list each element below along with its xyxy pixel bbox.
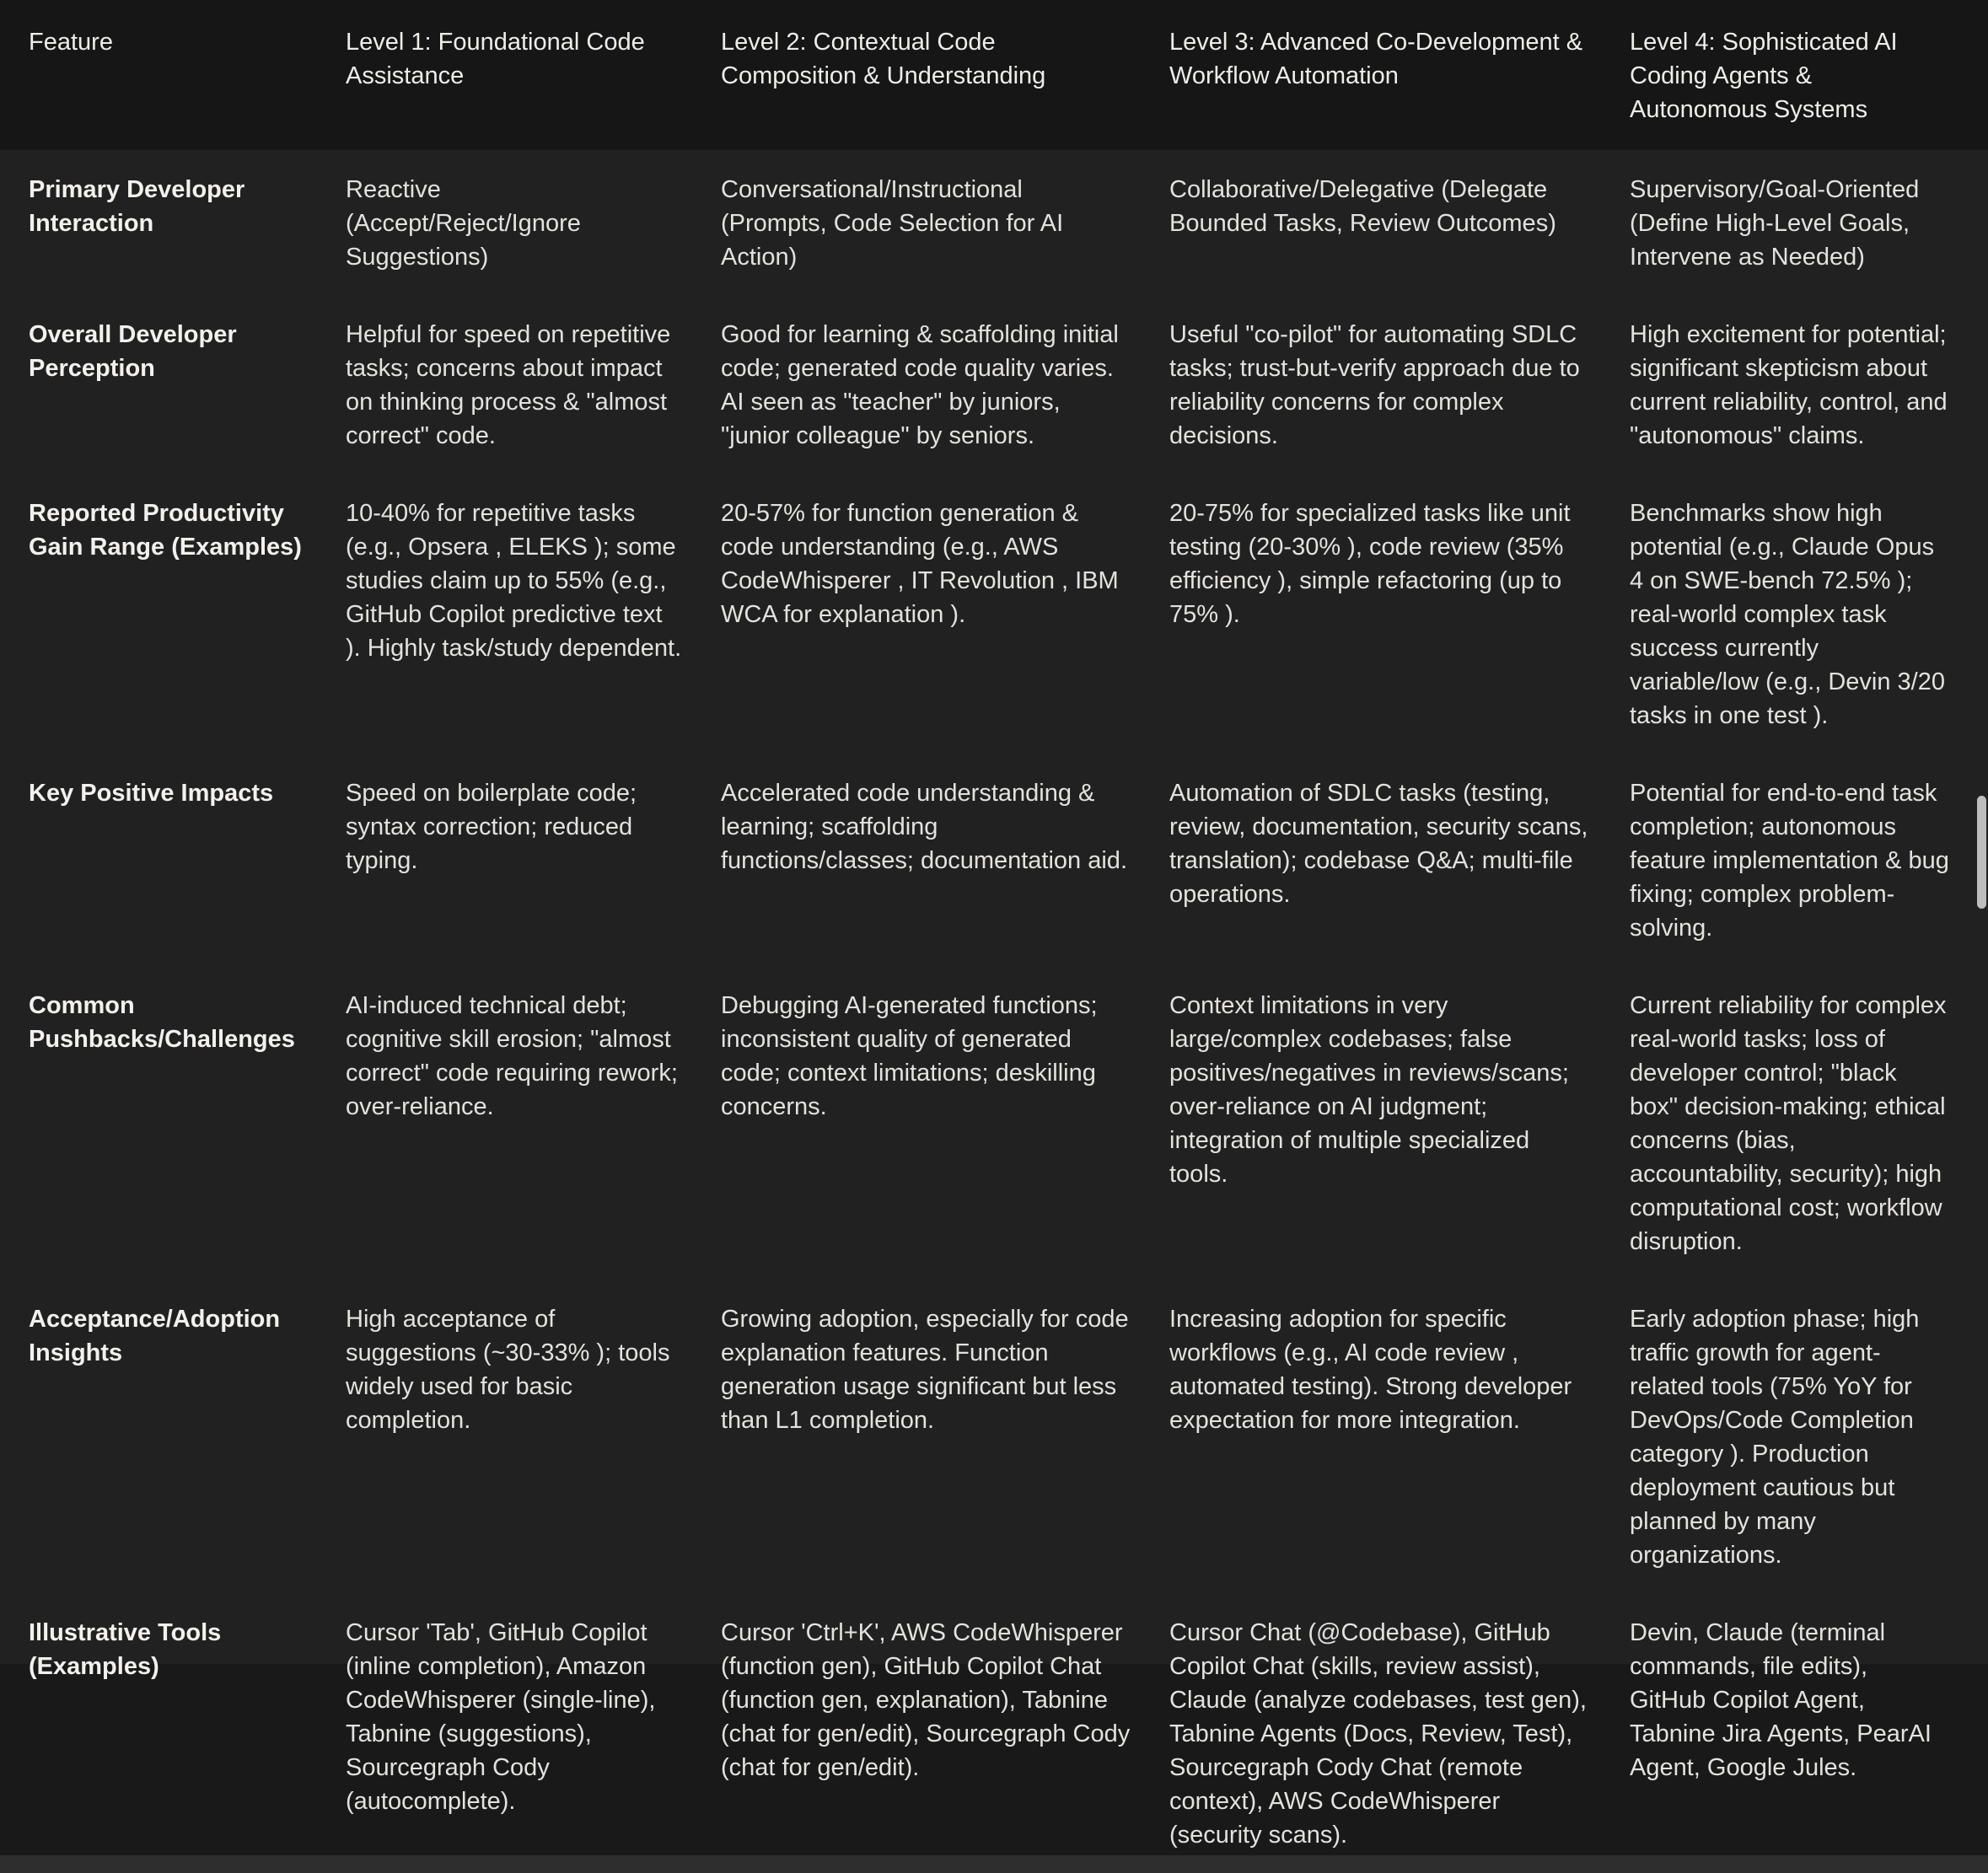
column-header-level-1: Level 1: Foundational Code Assistance [346, 0, 721, 150]
table-cell: Benchmarks show high potential (e.g., Claude Opus 4 on SWE-bench 72.5% ); real-world complex task success currently variable/low (e.g., Devin 3/20 tasks in one test ). [1630, 500, 1945, 729]
table-cell: Reactive (Accept/Reject/Ignore Suggestions) [346, 176, 581, 271]
table-cell: AI-induced technical debt; cognitive skill erosion; "almost correct" code requiring rework; over-reliance. [346, 992, 678, 1120]
table-cell: Useful "co-pilot" for automating SDLC tasks; trust-but-verify approach due to reliability concerns for complex decisions. [1169, 321, 1580, 449]
row-label: Common Pushbacks/Challenges [29, 992, 295, 1053]
table-cell: Debugging AI-generated functions; inconsistent quality of generated code; context limitations; deskilling concerns. [721, 992, 1098, 1120]
table-cell: Supervisory/Goal-Oriented (Define High-Level Goals, Intervene as Needed) [1630, 176, 1920, 271]
table-cell: Early adoption phase; high traffic growth for agent-related tools (75% YoY for DevOps/Code Completion category ). Production deployment cautious but planned by many organizations. [1630, 1306, 1920, 1569]
row-label: Primary Developer Interaction [29, 176, 245, 237]
table-cell: Collaborative/Delegative (Delegate Bounded Tasks, Review Outcomes) [1169, 176, 1556, 237]
table-cell: 10-40% for repetitive tasks (e.g., Opsera , ELEKS ); some studies claim up to 55% (e.g., GitHub Copilot predictive text ). Highly task/study dependent. [346, 500, 682, 662]
column-header-level-2: Level 2: Contextual Code Composition & Understanding [721, 0, 1169, 150]
table-cell: Conversational/Instructional (Prompts, Code Selection for AI Action) [721, 176, 1064, 271]
row-label: Key Positive Impacts [29, 780, 274, 807]
table-cell: Devin, Claude (terminal commands, file edits), GitHub Copilot Agent, Tabnine Jira Agents, PearAI Agent, Google Jules. [1630, 1619, 1932, 1781]
vertical-scrollbar-thumb[interactable] [1977, 796, 1986, 909]
table-cell: Cursor 'Tab', GitHub Copilot (inline completion), Amazon CodeWhisperer (single-line), Tabnine (suggestions), Sourcegraph Cody (autocomplete). [346, 1619, 656, 1815]
table-cell: High acceptance of suggestions (~30-33% ); tools widely used for basic completion. [346, 1306, 670, 1434]
table-cell: High excitement for potential; significant skepticism about current reliability, control, and "autonomous" claims. [1630, 321, 1948, 449]
table-cell: Growing adoption, especially for code explanation features. Function generation usage significant but less than L1 completion. [721, 1306, 1129, 1434]
column-header-feature: Feature [0, 0, 346, 150]
table-cell: Good for learning & scaffolding initial code; generated code quality varies. AI seen as "teacher" by juniors, "junior colleague" by seniors. [721, 321, 1119, 449]
horizontal-scrollbar-track[interactable] [0, 1855, 1988, 1873]
table-cell: Increasing adoption for specific workflows (e.g., AI code review , automated testing). Strong developer expectation for more integration. [1169, 1306, 1572, 1434]
table-cell: Automation of SDLC tasks (testing, review, documentation, security scans, translation); codebase Q&A; multi-file operations. [1169, 780, 1588, 908]
row-label: Acceptance/Adoption Insights [29, 1306, 281, 1366]
table-cell: Cursor 'Ctrl+K', AWS CodeWhisperer (function gen), GitHub Copilot Chat (function gen, explanation), Tabnine (chat for gen/edit), Sourcegraph Cody (chat for gen/edit). [721, 1619, 1131, 1781]
table-cell: Context limitations in very large/complex codebases; false positives/negatives in reviews/scans; over-reliance on AI judgment; integration of multiple specialized tools. [1169, 992, 1569, 1188]
table-cell: Potential for end-to-end task completion; autonomous feature implementation & bug fixing; complex problem-solving. [1630, 780, 1949, 942]
table-cell: Speed on boilerplate code; syntax correction; reduced typing. [346, 780, 637, 874]
row-label: Overall Developer Perception [29, 321, 237, 382]
row-label: Illustrative Tools (Examples) [29, 1619, 222, 1680]
row-label: Reported Productivity Gain Range (Examples) [29, 500, 302, 561]
table-cell: Helpful for speed on repetitive tasks; concerns about impact on thinking process & "almost correct" code. [346, 321, 671, 449]
column-header-level-4: Level 4: Sophisticated AI Coding Agents & Autonomous Systems [1630, 0, 1988, 150]
table-cell: 20-57% for function generation & code understanding (e.g., AWS CodeWhisperer , IT Revolution , IBM WCA for explanation ). [721, 500, 1119, 628]
table-cell: Cursor Chat (@Codebase), GitHub Copilot Chat (skills, review assist), Claude (analyze codebases, test gen), Tabnine Agents (Docs, Review, Test), Sourcegraph Cody Chat (remote context), AWS CodeWhisperer (security scans). [1169, 1619, 1587, 1849]
table-cell: Current reliability for complex real-world tasks; loss of developer control; "black box" decision-making; ethical concerns (bias, accountability, security); high computational cost; workflow disruption. [1630, 992, 1947, 1255]
column-header-level-3: Level 3: Advanced Co-Development & Workflow Automation [1169, 0, 1630, 150]
table-cell: 20-75% for specialized tasks like unit testing (20-30% ), code review (35% efficiency ), simple refactoring (up to 75% ). [1169, 500, 1571, 628]
table-cell: Accelerated code understanding & learning; scaffolding functions/classes; documentation aid. [721, 780, 1127, 874]
